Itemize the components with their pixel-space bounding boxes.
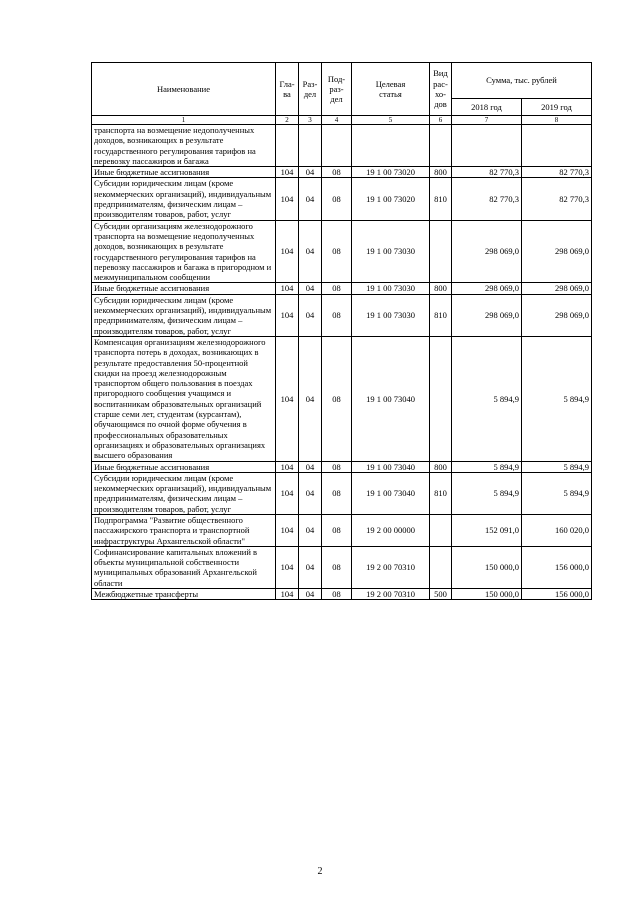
table-row: [92, 514, 592, 546]
cell-sum-2018: 82 770,3: [452, 178, 522, 220]
cell-name: Иные бюджетные ассигнования: [92, 283, 276, 294]
cell-razdel: 04: [299, 514, 322, 546]
cell-podrazdel: 08: [322, 514, 352, 546]
cell-vid: 500: [430, 589, 452, 600]
column-number-cell: 3: [299, 116, 322, 125]
cell-razdel: [299, 125, 322, 167]
cell-podrazdel: 08: [322, 546, 352, 588]
cell-name: Компенсация организациям железнодорожного транспорта потерь в доходах, возникающих в результате предоставления 50-процентной скидки на проезд железнодорожным транспортом общего пользования в поездах пригородного сообщения учащимся и воспитанникам образовательных организаций старше семи лет, студентам (курсантам), обучающимся по очной форме обучения в профессиональных образовательных организациях и образовательных организациях высшего образования: [92, 336, 276, 461]
cell-razdel: 04: [299, 336, 322, 461]
header-target: Целевая статья: [352, 63, 430, 116]
cell-target: 19 1 00 73030: [352, 294, 430, 336]
column-number-cell: 8: [522, 116, 592, 125]
cell-glava: 104: [276, 220, 299, 283]
cell-target: 19 1 00 73020: [352, 178, 430, 220]
header-2019: 2019 год: [522, 99, 592, 116]
header-glava: Гла- ва: [276, 63, 299, 116]
cell-glava: 104: [276, 514, 299, 546]
budget-table: [91, 62, 592, 600]
cell-podrazdel: 08: [322, 472, 352, 514]
cell-sum-2018: 150 000,0: [452, 589, 522, 600]
column-number-cell: 7: [452, 116, 522, 125]
cell-glava: 104: [276, 336, 299, 461]
cell-name: Межбюджетные трансферты: [92, 589, 276, 600]
cell-target: 19 1 00 73020: [352, 167, 430, 178]
cell-glava: 104: [276, 167, 299, 178]
column-number-cell: 4: [322, 116, 352, 125]
cell-razdel: 04: [299, 294, 322, 336]
cell-target: 19 1 00 73040: [352, 336, 430, 461]
header-name: Наименование: [92, 63, 276, 116]
cell-sum-2018: 5 894,9: [452, 472, 522, 514]
cell-sum-2018: 298 069,0: [452, 294, 522, 336]
column-number-cell: 1: [92, 116, 276, 125]
table-row: [92, 220, 592, 283]
cell-podrazdel: [322, 125, 352, 167]
cell-sum-2019: 298 069,0: [522, 294, 592, 336]
cell-name: Субсидии юридическим лицам (кроме некоммерческих организаций), индивидуальным предпринимателям, физическим лицам – производителям товаров, работ, услуг: [92, 294, 276, 336]
cell-podrazdel: 08: [322, 336, 352, 461]
cell-podrazdel: 08: [322, 220, 352, 283]
cell-name: Субсидии юридическим лицам (кроме некоммерческих организаций), индивидуальным предпринимателям, физическим лицам – производителям товаров, работ, услуг: [92, 178, 276, 220]
cell-name: Софинансирование капитальных вложений в объекты муниципальной собственности муниципальных образований Архангельской области: [92, 546, 276, 588]
cell-target: 19 2 00 70310: [352, 546, 430, 588]
table-row: [92, 167, 592, 178]
cell-vid: [430, 336, 452, 461]
cell-vid: 800: [430, 167, 452, 178]
cell-name: Субсидии юридическим лицам (кроме некоммерческих организаций), индивидуальным предпринимателям, физическим лицам – производителям товаров, работ, услуг: [92, 472, 276, 514]
cell-podrazdel: 08: [322, 167, 352, 178]
cell-vid: [430, 546, 452, 588]
header-razdel: Раз- дел: [299, 63, 322, 116]
cell-target: [352, 125, 430, 167]
cell-razdel: 04: [299, 220, 322, 283]
cell-vid: 810: [430, 294, 452, 336]
page-number: 2: [317, 866, 323, 877]
cell-sum-2019: 5 894,9: [522, 472, 592, 514]
cell-target: 19 1 00 73030: [352, 220, 430, 283]
cell-razdel: 04: [299, 472, 322, 514]
cell-name: транспорта на возмещение недополученных доходов, возникающих в результате государственного регулирования тарифов на перевозку пассажиров и багажа: [92, 125, 276, 167]
cell-target: 19 2 00 00000: [352, 514, 430, 546]
table-row: [92, 589, 592, 600]
cell-glava: 104: [276, 461, 299, 472]
cell-sum-2019: 5 894,9: [522, 461, 592, 472]
cell-glava: [276, 125, 299, 167]
cell-sum-2019: 5 894,9: [522, 336, 592, 461]
cell-name: Подпрограмма "Развитие общественного пассажирского транспорта и транспортной инфраструктуры Архангельской области": [92, 514, 276, 546]
cell-razdel: 04: [299, 589, 322, 600]
cell-sum-2018: [452, 125, 522, 167]
cell-sum-2019: [522, 125, 592, 167]
cell-sum-2019: 82 770,3: [522, 178, 592, 220]
cell-vid: 800: [430, 283, 452, 294]
cell-sum-2019: 298 069,0: [522, 283, 592, 294]
column-number-row: [92, 116, 592, 125]
cell-sum-2019: 160 020,0: [522, 514, 592, 546]
cell-podrazdel: 08: [322, 283, 352, 294]
cell-vid: [430, 220, 452, 283]
cell-sum-2018: 298 069,0: [452, 283, 522, 294]
cell-target: 19 2 00 70310: [352, 589, 430, 600]
cell-sum-2018: 5 894,9: [452, 336, 522, 461]
cell-sum-2018: 298 069,0: [452, 220, 522, 283]
cell-sum-2019: 156 000,0: [522, 546, 592, 588]
table-row: [92, 336, 592, 461]
cell-glava: 104: [276, 294, 299, 336]
cell-glava: 104: [276, 589, 299, 600]
cell-vid: 810: [430, 178, 452, 220]
table-row: [92, 283, 592, 294]
table-row: [92, 461, 592, 472]
cell-sum-2018: 5 894,9: [452, 461, 522, 472]
header-2018: 2018 год: [452, 99, 522, 116]
table-row: [92, 472, 592, 514]
table-row: [92, 294, 592, 336]
cell-podrazdel: 08: [322, 589, 352, 600]
cell-target: 19 1 00 73040: [352, 472, 430, 514]
table-row: [92, 178, 592, 220]
cell-sum-2019: 156 000,0: [522, 589, 592, 600]
cell-glava: 104: [276, 283, 299, 294]
column-number-cell: 5: [352, 116, 430, 125]
header-vid: Вид рас- хо- дов: [430, 63, 452, 116]
cell-podrazdel: 08: [322, 461, 352, 472]
cell-sum-2018: 150 000,0: [452, 546, 522, 588]
cell-sum-2018: 82 770,3: [452, 167, 522, 178]
cell-target: 19 1 00 73030: [352, 283, 430, 294]
cell-name: Иные бюджетные ассигнования: [92, 461, 276, 472]
cell-razdel: 04: [299, 283, 322, 294]
cell-podrazdel: 08: [322, 294, 352, 336]
cell-sum-2019: 298 069,0: [522, 220, 592, 283]
cell-vid: 800: [430, 461, 452, 472]
cell-podrazdel: 08: [322, 178, 352, 220]
cell-glava: 104: [276, 178, 299, 220]
cell-sum-2018: 152 091,0: [452, 514, 522, 546]
cell-razdel: 04: [299, 167, 322, 178]
cell-vid: [430, 514, 452, 546]
column-number-cell: 2: [276, 116, 299, 125]
cell-razdel: 04: [299, 546, 322, 588]
table-row: [92, 546, 592, 588]
cell-sum-2019: 82 770,3: [522, 167, 592, 178]
table-row: [92, 125, 592, 167]
header-sum: Сумма, тыс. рублей: [452, 63, 592, 99]
cell-name: Иные бюджетные ассигнования: [92, 167, 276, 178]
cell-vid: [430, 125, 452, 167]
cell-glava: 104: [276, 472, 299, 514]
column-number-cell: 6: [430, 116, 452, 125]
cell-razdel: 04: [299, 178, 322, 220]
cell-razdel: 04: [299, 461, 322, 472]
cell-name: Субсидии организациям железнодорожного транспорта на возмещение недополученных доходов, возникающих в результате государственного регулирования тарифов на перевозку пассажиров и багажа в пригородном и межмуниципальном сообщении: [92, 220, 276, 283]
cell-glava: 104: [276, 546, 299, 588]
cell-vid: 810: [430, 472, 452, 514]
cell-target: 19 1 00 73040: [352, 461, 430, 472]
header-podrazdel: Под- раз- дел: [322, 63, 352, 116]
table-body: [92, 125, 592, 600]
